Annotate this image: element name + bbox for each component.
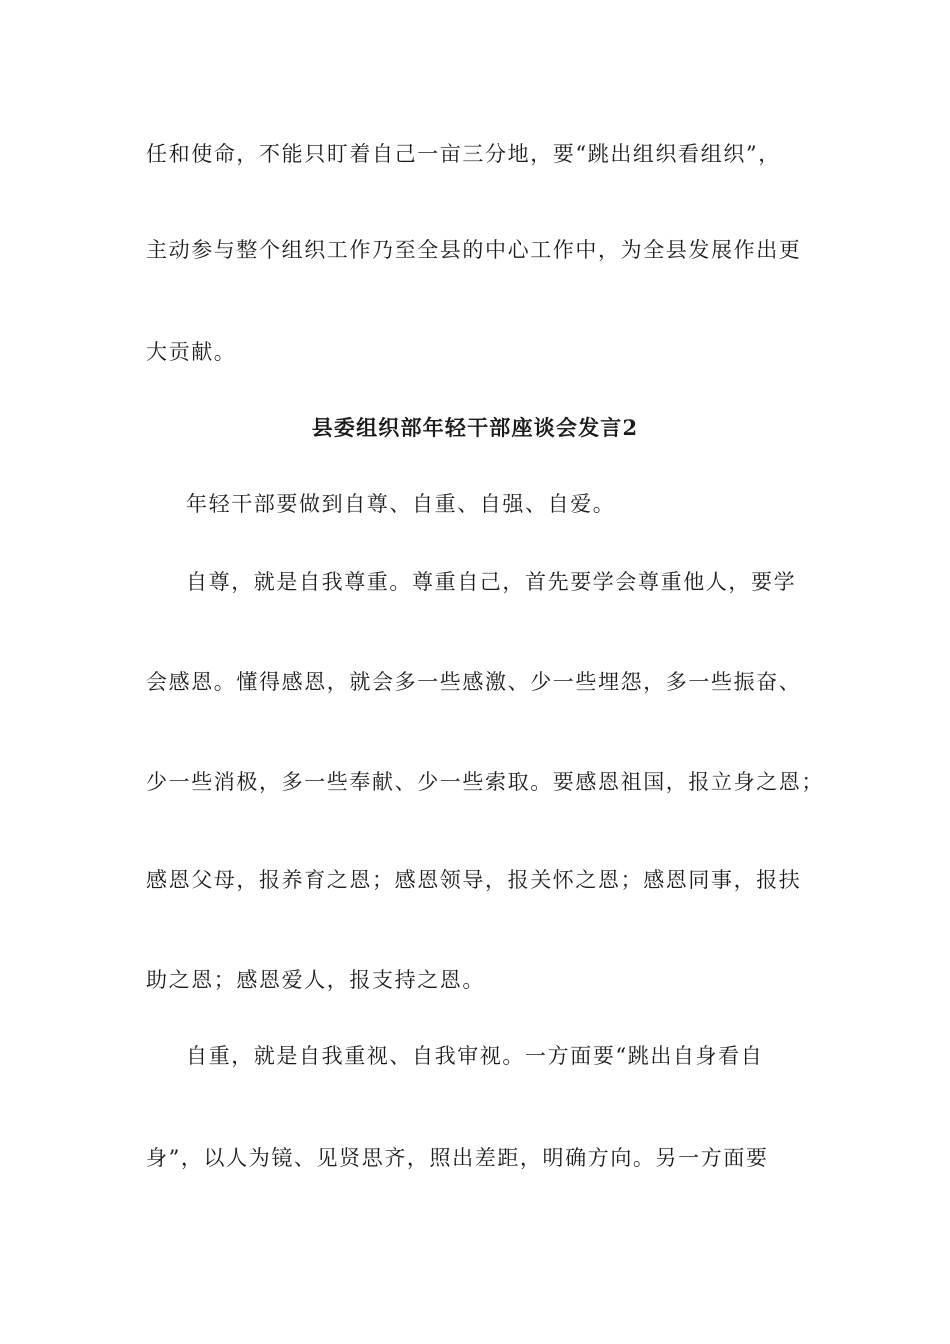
paragraph-line: 大贡献。: [146, 340, 237, 364]
paragraph-line: 身”，以人为镜、见贤思齐，照出差距，明确方向。另一方面要: [146, 1146, 769, 1170]
section-heading: 县委组织部年轻干部座谈会发言2: [311, 415, 639, 440]
paragraph-line: 自尊，就是自我尊重。尊重自己，首先要学会尊重他人，要学: [186, 570, 797, 594]
paragraph-line: 会感恩。懂得感恩，就会多一些感激、少一些埋怨，多一些振奋、: [146, 670, 802, 694]
paragraph-line: 任和使命，不能只盯着自己一亩三分地，要“跳出组织看组织”，: [146, 142, 781, 166]
paragraph-line: 自重，就是自我重视、自我审视。一方面要“跳出自身看自: [186, 1044, 764, 1068]
paragraph-line: 年轻干部要做到自尊、自重、自强、自爱。: [186, 492, 616, 516]
paragraph-line: 少一些消极，多一些奉献、少一些索取。要感恩祖国，报立身之恩；: [146, 770, 824, 794]
paragraph-line: 主动参与整个组织工作乃至全县的中心工作中，为全县发展作出更: [146, 238, 802, 262]
paragraph-line: 感恩父母，报养育之恩；感恩领导，报关怀之恩；感恩同事，报扶: [146, 868, 802, 892]
paragraph-line: 助之恩；感恩爱人，报支持之恩。: [146, 968, 485, 992]
